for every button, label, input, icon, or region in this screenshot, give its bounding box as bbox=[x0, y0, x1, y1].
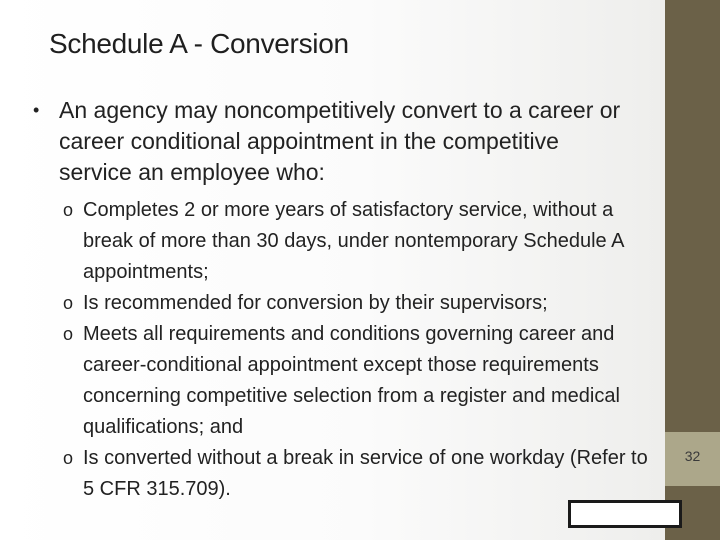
sub-bullet-item bbox=[63, 288, 653, 319]
sub-bullet-text: Is converted without a break in service of one workday (Refer to 5 CFR 315.709). bbox=[83, 447, 648, 500]
bullet-marker: • bbox=[33, 100, 40, 120]
slide-title: Schedule A - Conversion bbox=[49, 28, 349, 59]
sub-bullet-text: Is recommended for conversion by their supervisors; bbox=[83, 292, 548, 314]
sub-bullet-item bbox=[63, 443, 653, 505]
sub-bullet-marker: o bbox=[63, 200, 74, 220]
main-bullet-text: An agency may noncompetitively convert to a career or career conditional appointment in the competitive service an employee who: bbox=[59, 97, 621, 185]
sub-bullet-marker: o bbox=[63, 324, 74, 344]
sub-bullet-text: Completes 2 or more years of satisfactory service, without a break of more than 30 days, under nontemporary Schedule A appointments; bbox=[83, 199, 624, 283]
page-number: 32 bbox=[684, 448, 701, 464]
sub-bullet-item bbox=[63, 319, 653, 443]
sub-bullet-marker: o bbox=[63, 293, 74, 313]
sub-bullet-list bbox=[63, 195, 653, 505]
sub-bullet-text: Meets all requirements and conditions governing career and career-conditional appointment except those requirements concerning competitive selection from a register and medical qualifications; and bbox=[83, 323, 620, 438]
sub-bullet-item bbox=[63, 195, 653, 288]
main-bullet-item bbox=[33, 95, 633, 188]
sub-bullet-marker: o bbox=[63, 448, 74, 468]
